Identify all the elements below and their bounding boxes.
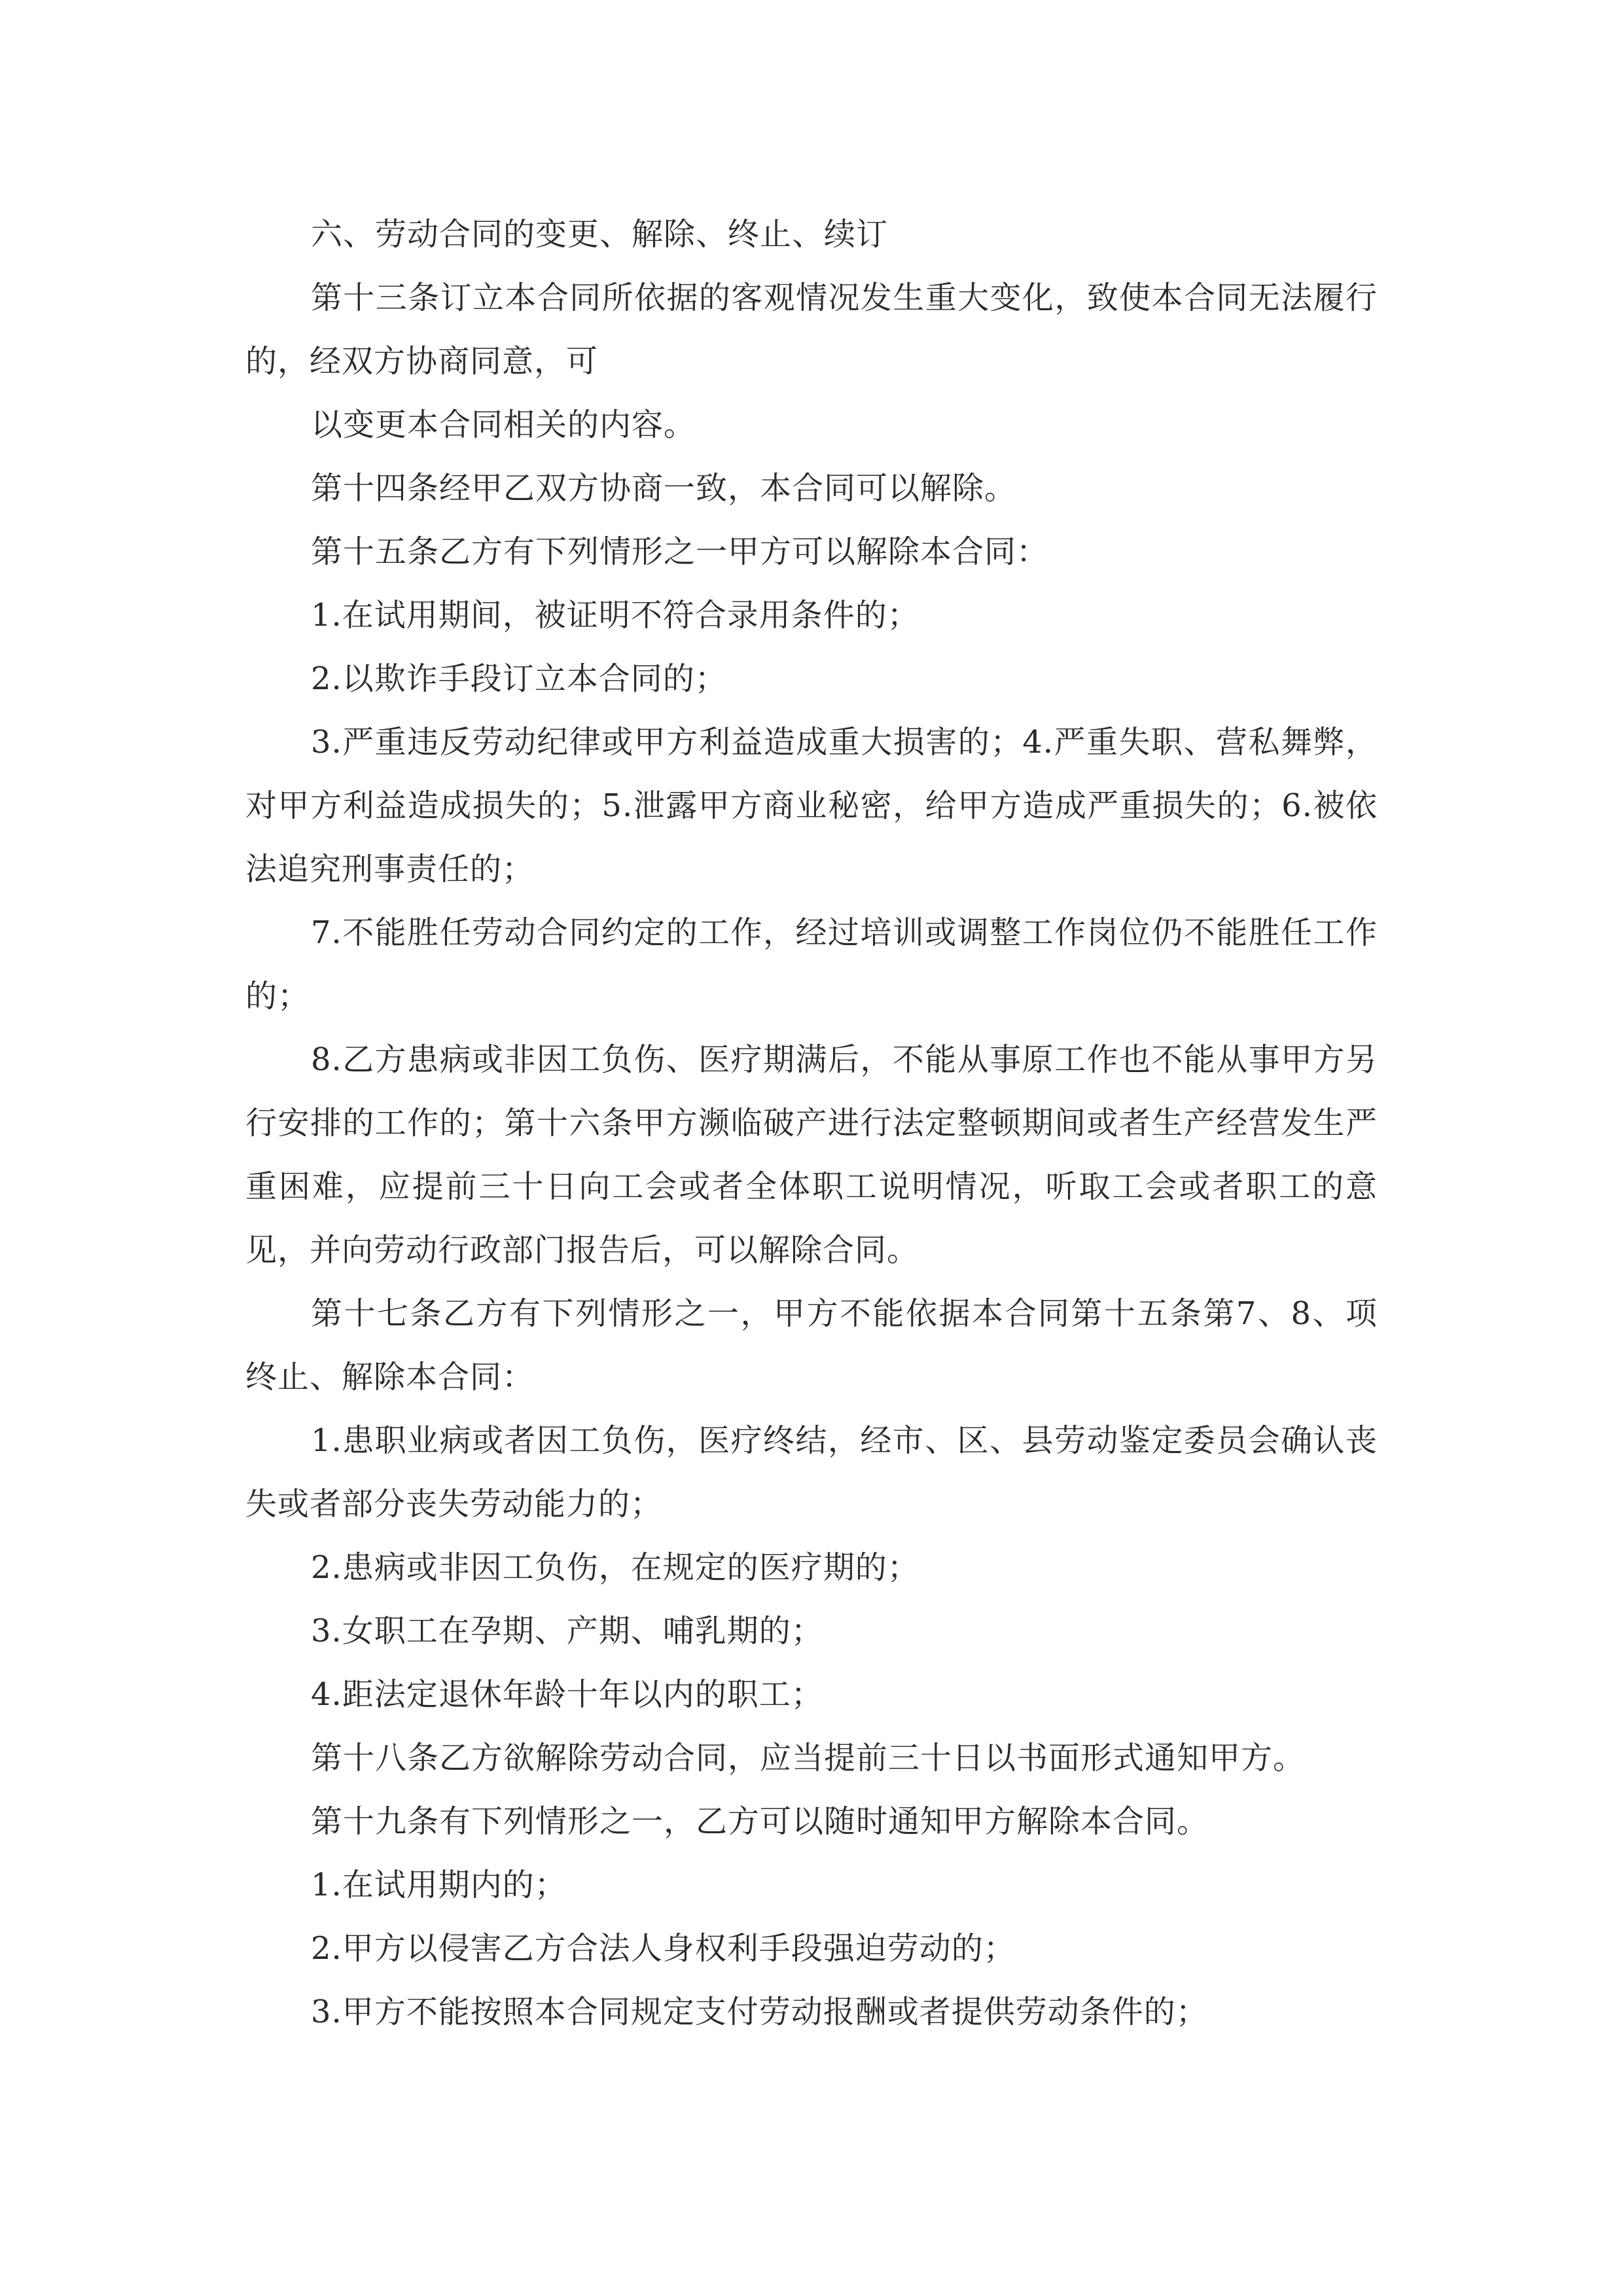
article-15-item-8-and-article-16: 8.乙方患病或非因工负伤、医疗期满后，不能从事原工作也不能从事甲方另行安排的工作的；第十六条甲方濒临破产进行法定整顿期间或者生产经营发生严重困难，应提前三十日向工会或者全体职工说明情况，听取工会或者职工的意见，并向劳动行政部门报告后，可以解除合同。 bbox=[245, 1041, 1378, 1268]
article-15-item-2: 2.以欺诈手段订立本合同的； bbox=[311, 660, 727, 697]
article-13: 第十三条订立本合同所依据的客观情况发生重大变化，致使本合同无法履行的，经双方协商同意，可 bbox=[245, 279, 1378, 380]
article-19: 第十九条有下列情形之一，乙方可以随时通知甲方解除本合同。 bbox=[311, 1803, 1209, 1840]
section-heading: 六、劳动合同的变更、解除、终止、续订 bbox=[311, 216, 889, 253]
article-19-item-3: 3.甲方不能按照本合同规定支付劳动报酬或者提供劳动条件的； bbox=[311, 1994, 1208, 2030]
article-13-continued: 以变更本合同相关的内容。 bbox=[311, 406, 696, 443]
article-19-item-1: 1.在试用期内的； bbox=[311, 1867, 567, 1903]
article-17-item-2: 2.患病或非因工负伤，在规定的医疗期的； bbox=[311, 1549, 919, 1586]
article-17-item-1: 1.患职业病或者因工负伤，医疗终结，经市、区、县劳动鉴定委员会确认丧失或者部分丧失劳动能力的； bbox=[245, 1422, 1378, 1522]
article-15-item-1: 1.在试用期间，被证明不符合录用条件的； bbox=[311, 597, 919, 634]
article-18: 第十八条乙方欲解除劳动合同，应当提前三十日以书面形式通知甲方。 bbox=[311, 1740, 1306, 1776]
article-15: 第十五条乙方有下列情形之一甲方可以解除本合同： bbox=[311, 533, 1049, 570]
article-17-item-4: 4.距法定退休年龄十年以内的职工； bbox=[311, 1676, 823, 1713]
document-body bbox=[245, 203, 1378, 2044]
article-15-item-7: 7.不能胜任劳动合同约定的工作，经过培训或调整工作岗位仍不能胜任工作的； bbox=[245, 914, 1378, 1014]
article-19-item-2: 2.甲方以侵害乙方合法人身权利手段强迫劳动的； bbox=[311, 1930, 1016, 1967]
article-14: 第十四条经甲乙双方协商一致，本合同可以解除。 bbox=[311, 470, 1017, 507]
article-17-item-3: 3.女职工在孕期、产期、哺乳期的； bbox=[311, 1613, 823, 1649]
article-15-items-3-6: 3.严重违反劳动纪律或甲方利益造成重大损害的；4.严重失职、营私舞弊，对甲方利益造成损失的；5.泄露甲方商业秘密，给甲方造成严重损失的；6.被依法追究刑事责任的； bbox=[245, 724, 1378, 888]
article-17: 第十七条乙方有下列情形之一，甲方不能依据本合同第十五条第7、8、项终止、解除本合同： bbox=[245, 1295, 1378, 1395]
